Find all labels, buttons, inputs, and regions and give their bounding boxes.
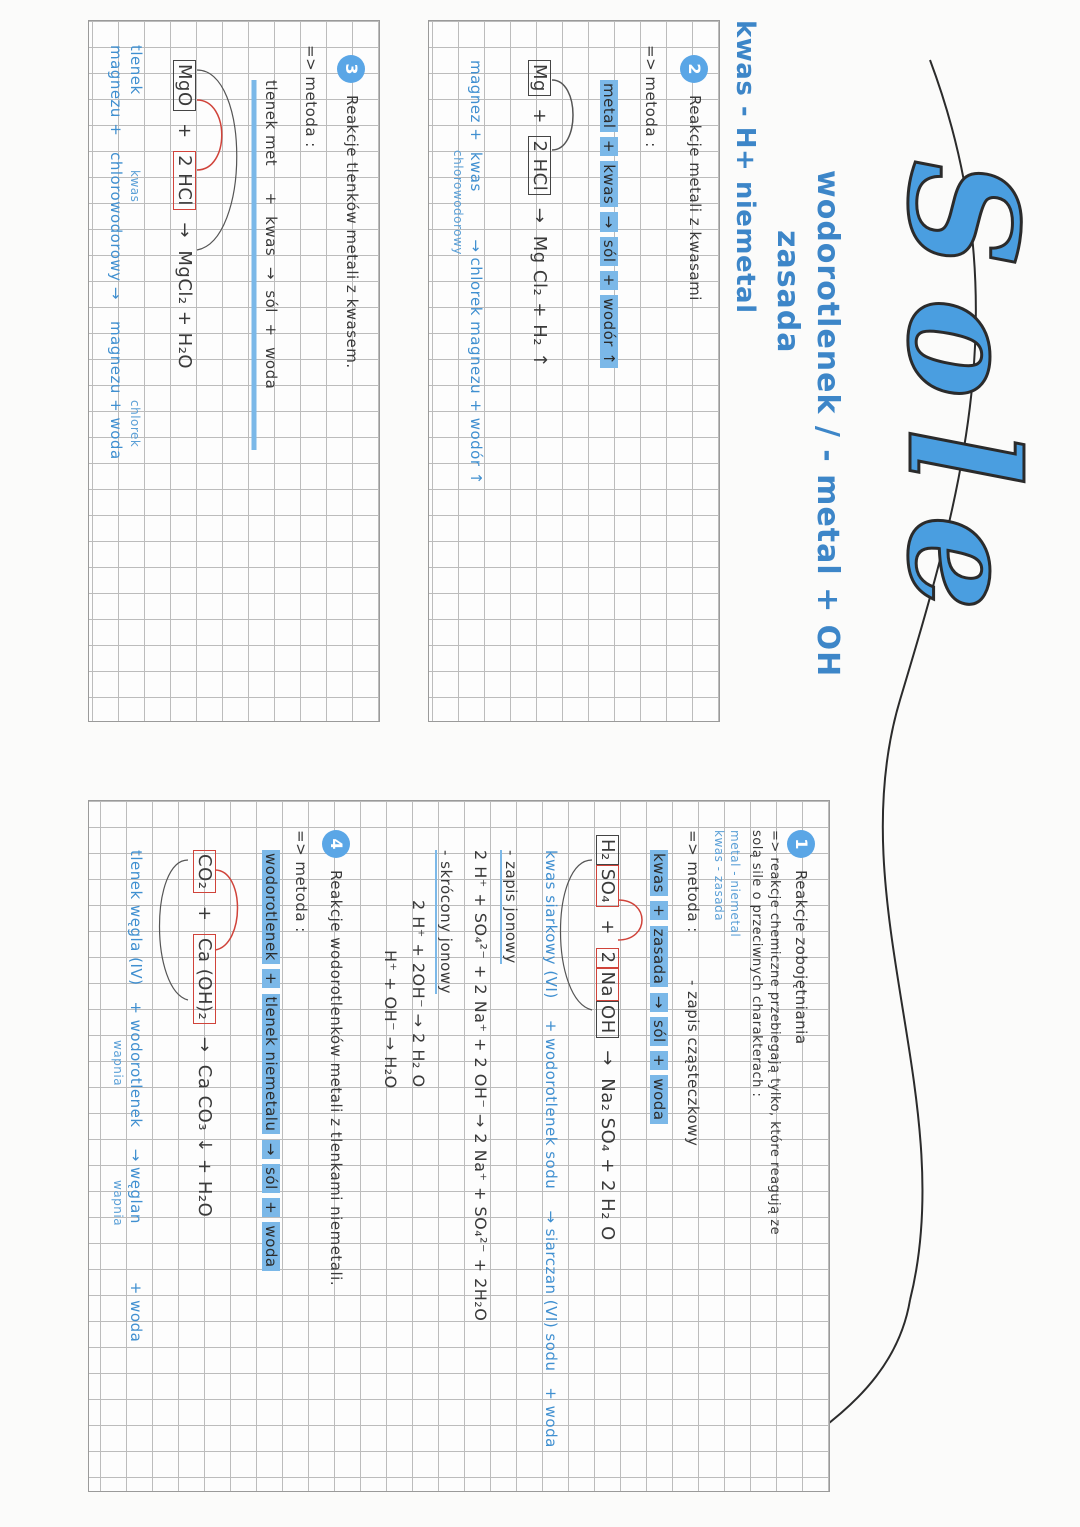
section-1-short-equation-1: 2 H⁺ + 2OH⁻ → 2 H₂ O (409, 900, 428, 1088)
section-1-equation: H₂SO₄ + 2NaOH → Na₂ SO₄ + 2 H₂ O (597, 835, 618, 1241)
section-1-scheme: kwas + zasada → sól + woda (650, 850, 668, 1124)
section-1-desc-line2: solą sile o przeciwnych charakterach : (749, 830, 764, 1098)
section-3-method-label: => metoda : (302, 45, 320, 148)
section-4-number: 4 (322, 830, 350, 858)
section-1-heading: Reakcje zobojętniania (792, 870, 810, 1045)
section-2-names: magnez + kwas → chlorek magnezu + wodór ↑ (467, 60, 485, 485)
section-4-heading: Reakcje wodorotlenków metali z tlenkami niemetali. (327, 870, 345, 1287)
section-4-names: tlenek węgla (IV) + wodorotlenek → węglan + woda (127, 850, 145, 1343)
section-2-kwas-name: chlorowodorowy (451, 150, 465, 255)
section-2-method-label: => metoda : (642, 45, 660, 148)
section-2-heading: Reakcje metali z kwasami (686, 95, 704, 301)
section-3-equation: MgO + 2 HCl → MgCl₂ + H₂O (174, 60, 195, 369)
section-3-number: 3 (337, 55, 365, 83)
section-2-number: 2 (680, 55, 708, 83)
section-3-names: tlenek (127, 45, 145, 95)
section-1-desc-line1: => reakcje chemiczne przebiegają tylko, które reagują ze (767, 830, 782, 1236)
section-1-note-metal: metal - niemetal (728, 830, 742, 938)
section-3-kwas-label: kwas (128, 170, 142, 203)
section-3-scheme: tlenek met + kwas → sól + woda (262, 80, 280, 390)
section-4-wapnia-label: wapnia (111, 1040, 125, 1087)
section-3-heading: Reakcje tlenków metali z kwasem. (343, 95, 361, 369)
section-4-method-label: => metoda : (292, 830, 310, 933)
section-1-short-equation-2: H⁺ + OH⁻ → H₂O (381, 950, 400, 1089)
section-3-chlorek-label: chlorek (128, 400, 142, 448)
section-3-names-row2: magnezu + chlorowodorowy → magnezu + woda (107, 45, 125, 460)
section-1-ionic-label: - zapis jonowy (502, 850, 520, 964)
section-4-equation: CO₂ + Ca (OH)₂ → Ca CO₃ ↓ + H₂O (194, 850, 215, 1217)
section-2-equation: Mg + 2 HCl → Mg Cl₂ + H₂ ↑ (529, 60, 550, 368)
definition-zasada: zasada (770, 230, 805, 354)
definition-kwas: kwas - H+ niemetal (730, 20, 760, 314)
section-1-names: kwas siarkowy (VI) + wodorotlenek sodu → siarczan (VI) sodu + woda (542, 850, 560, 1448)
section-4-scheme: wodorotlenek + tlenek niemetalu → sól + woda (262, 850, 280, 1271)
section-1-ionic-equation: 2 H⁺ + SO₄²⁻ + 2 Na⁺ + 2 OH⁻ → 2 Na⁺ + SO₄²⁻ + 2H₂O (471, 850, 490, 1322)
section-1-note-kwas: kwas - zasada (712, 830, 726, 922)
section-4-wapnia2-label: wapnia (111, 1180, 125, 1227)
section-2-scheme: metal + kwas → sól + wodór ↑ (600, 80, 618, 368)
section-1-method-label: => metoda : (684, 830, 702, 933)
section-1-number: 1 (787, 830, 815, 858)
section-1-short-label: - skrócony jonowy (437, 850, 455, 994)
definition-wodorotlenek: wodorotlenek / - metal + OH (810, 170, 845, 678)
section-1-zapis-label: - zapis cząsteczkowy (684, 980, 702, 1147)
title: Sole (874, 160, 1050, 641)
